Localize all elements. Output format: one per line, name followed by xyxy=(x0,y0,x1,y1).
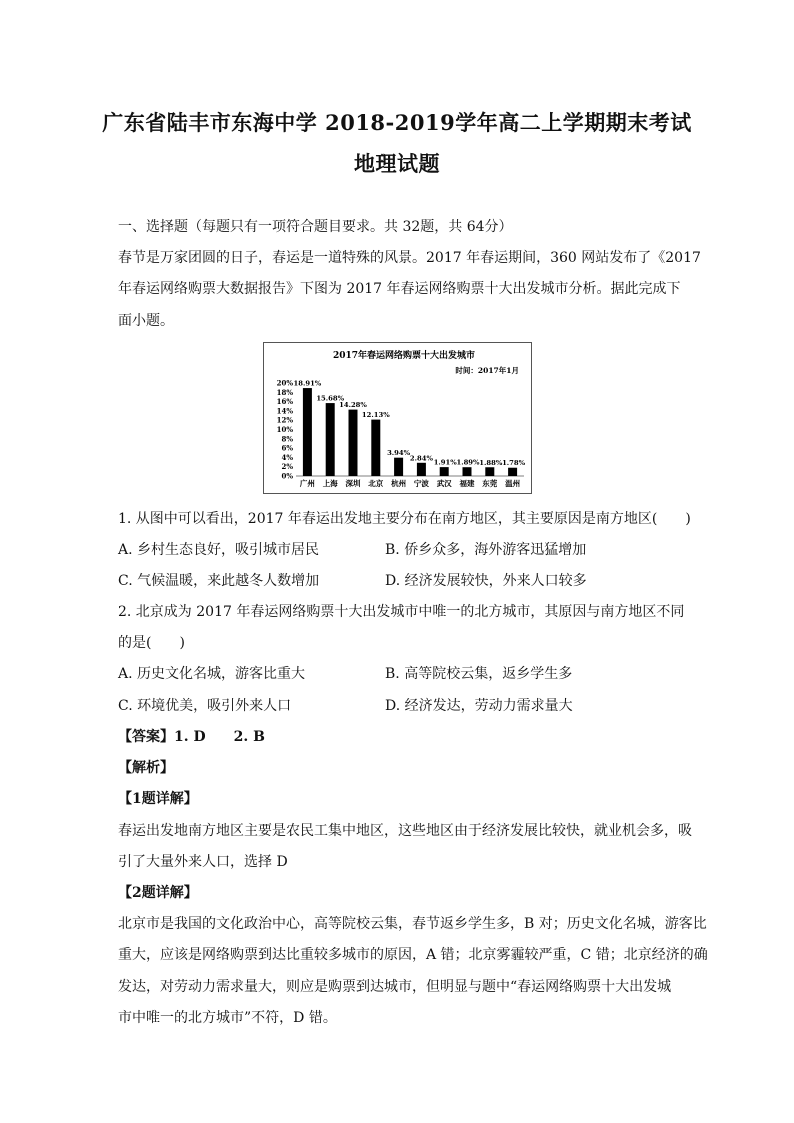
q1-option-a: A. 乡村生态良好，吸引城市居民 xyxy=(118,542,320,558)
y-tick-label: 8% xyxy=(281,434,293,444)
bar xyxy=(394,458,403,476)
bar xyxy=(326,403,335,476)
category-label: 宁波 xyxy=(413,479,429,488)
bar xyxy=(485,467,494,476)
y-tick-label: 10% xyxy=(276,425,293,434)
bar-value-label: 1.78% xyxy=(502,459,526,468)
q2-option-b: B. 高等院校云集，返乡学生多 xyxy=(385,666,573,682)
bar-value-label: 1.89% xyxy=(456,458,480,467)
document-title: 广东省陆丰市东海中学 2018-2019学年高二上学期期末考试 xyxy=(102,110,692,135)
q1-option-c: C. 气候温暖，来此越冬人数增加 xyxy=(118,573,320,589)
q2-stem-line-2: 的是( ) xyxy=(118,635,185,651)
category-label: 武汉 xyxy=(436,479,452,488)
category-label: 深圳 xyxy=(345,479,361,488)
intro-line-3: 面小题。 xyxy=(118,313,174,329)
q2-detail-line-1: 北京市是我国的文化政治中心，高等院校云集，春节返乡学生多，B 对；历史文化名城，游客比 xyxy=(118,916,707,932)
category-label: 上海 xyxy=(322,479,338,488)
bar-value-label: 12.13% xyxy=(361,411,390,420)
q1-detail-label: 【1题详解】 xyxy=(118,791,198,807)
bar-value-label: 15.68% xyxy=(316,394,345,403)
y-tick-label: 4% xyxy=(281,452,293,462)
bar xyxy=(349,410,358,476)
q1-stem: 1. 从图中可以看出，2017 年春运出发地主要分布在南方地区，其主要原因是南方地区( ) xyxy=(118,511,691,527)
bar-value-label: 2.84% xyxy=(409,454,433,463)
y-tick-label: 14% xyxy=(276,406,293,416)
bar xyxy=(371,420,380,476)
y-tick-label: 6% xyxy=(281,443,293,453)
q2-option-a: A. 历史文化名城，游客比重大 xyxy=(118,666,306,682)
analysis-label: 【解析】 xyxy=(118,760,174,776)
chart-subtitle: 时间：2017年1月 xyxy=(455,366,519,375)
bar xyxy=(303,388,312,476)
q1-option-d: D. 经济发展较快，外来人口较多 xyxy=(385,573,587,589)
q1-option-b: B. 侨乡众多，海外游客迅猛增加 xyxy=(385,542,587,558)
y-tick-label: 18% xyxy=(276,387,293,397)
category-label: 福建 xyxy=(459,479,475,488)
bar-value-label: 18.91% xyxy=(293,379,322,388)
y-tick-label: 16% xyxy=(276,397,293,407)
intro-line-2: 年春运网络购票大数据报告》下图为 2017 年春运网络购票十大出发城市分析。据此完成下 xyxy=(118,281,681,297)
q1-detail-line-1: 春运出发地南方地区主要是农民工集中地区，这些地区由于经济发展比较快，就业机会多，吸 xyxy=(118,823,692,839)
category-label: 温州 xyxy=(505,479,521,488)
q2-stem-line-1: 2. 北京成为 2017 年春运网络购票十大出发城市中唯一的北方城市，其原因与南方地区不同 xyxy=(118,604,685,620)
q1-detail-line-2: 引了大量外来人口，选择 D xyxy=(118,854,288,870)
q2-detail-line-4: 市中唯一的北方城市”不符，D 错。 xyxy=(118,1010,337,1026)
y-tick-label: 12% xyxy=(276,415,293,425)
bar-chart xyxy=(263,342,532,494)
y-tick-label: 0% xyxy=(281,471,293,481)
category-label: 北京 xyxy=(368,479,384,488)
bar-value-label: 1.88% xyxy=(479,458,503,467)
answer-line: 【答案】1. D 2. B xyxy=(118,729,265,745)
bar-chart-svg xyxy=(264,343,531,493)
bar-value-label: 3.94% xyxy=(387,449,411,458)
y-tick-label: 20% xyxy=(276,378,293,388)
bar xyxy=(440,467,449,476)
y-tick-label: 2% xyxy=(281,462,293,472)
chart-title: 2017年春运网络购票十大出发城市 xyxy=(332,351,476,361)
q2-detail-label: 【2题详解】 xyxy=(118,885,198,901)
bar xyxy=(463,467,472,476)
chart-category-labels xyxy=(300,478,521,488)
intro-line-1: 春节是万家团圆的日子，春运是一道特殊的风景。2017 年春运期间，360 网站发布了《2017 xyxy=(118,250,701,266)
bar-value-label: 1.91% xyxy=(433,458,457,467)
category-label: 东莞 xyxy=(482,479,498,488)
section-heading: 一、选择题（每题只有一项符合题目要求。共 32题，共 64分） xyxy=(118,219,513,235)
bar-value-label: 14.28% xyxy=(339,401,367,410)
document-subtitle: 地理试题 xyxy=(354,151,440,176)
q2-option-d: D. 经济发达，劳动力需求量大 xyxy=(385,698,573,714)
category-label: 杭州 xyxy=(391,479,407,488)
bar xyxy=(508,468,517,476)
q2-detail-line-3: 发达，对劳动力需求量大，则应是购票到达城市，但明显与题中“春运网络购票十大出发城 xyxy=(118,979,672,995)
category-label: 广州 xyxy=(299,479,315,488)
bar xyxy=(417,463,426,476)
q2-detail-line-2: 重大，应该是网络购票到达比重较多城市的原因，A 错；北京雾霾较严重，C 错；北京经济的确 xyxy=(118,947,708,963)
q2-option-c: C. 环境优美，吸引外来人口 xyxy=(118,698,292,714)
